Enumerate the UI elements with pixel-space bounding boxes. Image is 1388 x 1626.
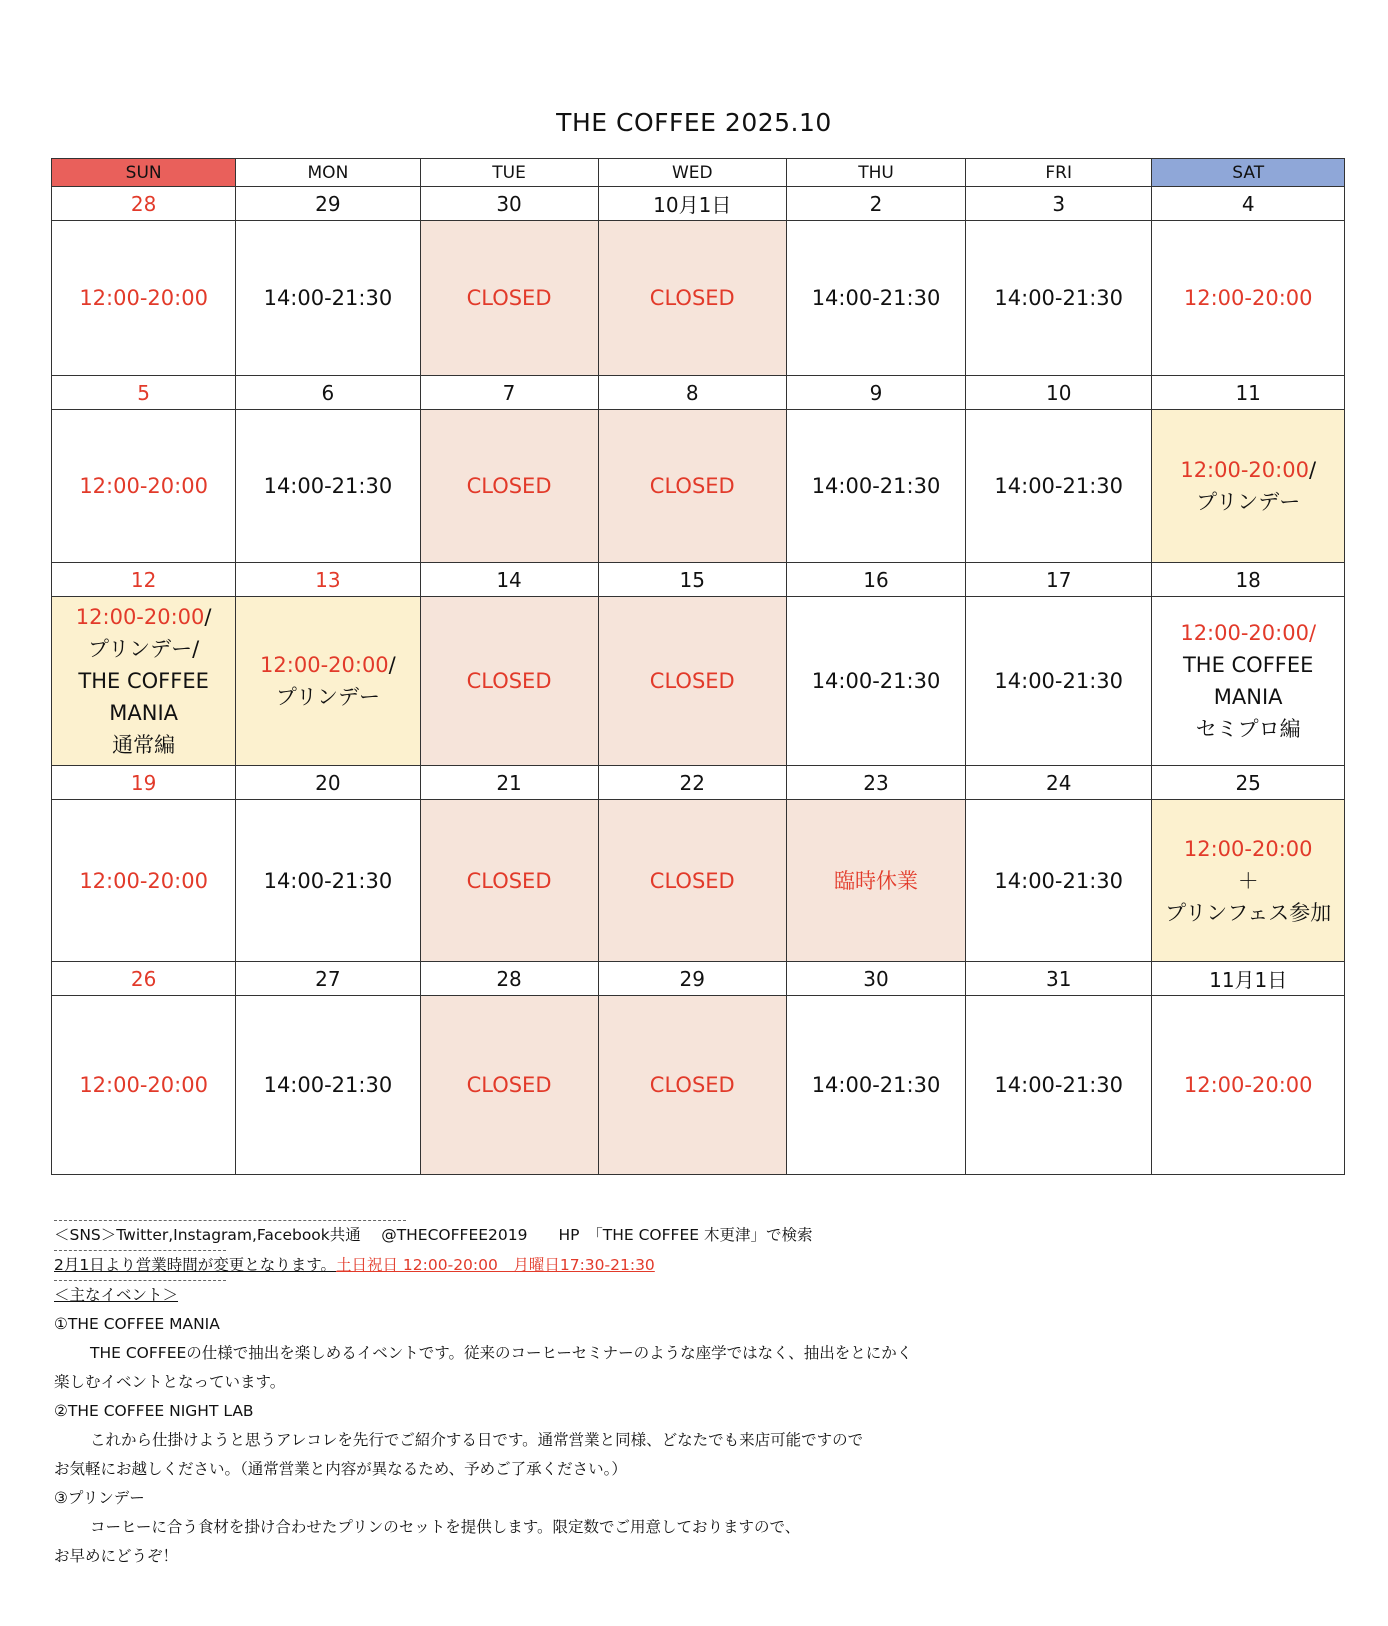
schedule-text: 14:00-21:30 [994,868,1124,893]
schedule-line [787,665,965,697]
schedule-line [787,865,965,897]
schedule-text: CLOSED [649,868,735,893]
schedule-row [52,410,1345,563]
schedule-text: CLOSED [466,868,552,893]
schedule-cell [1152,221,1345,376]
schedule-text: CLOSED [466,1073,552,1097]
date-cell: 11月1日 [1152,962,1345,996]
date-cell: 25 [1152,766,1345,800]
schedule-cell [966,996,1152,1175]
date-cell: 15 [598,563,786,597]
schedule-text: 12:00-20:00 [260,653,389,677]
schedule-cell [966,410,1152,563]
schedule-line [1152,649,1344,681]
event3-description: コーヒーに合う食材を掛け合わせたプリンのセットを提供します。限定数でご用意しておりますので、 [90,1518,801,1536]
date-row [52,962,1345,996]
weekday-wed: WED [598,159,786,187]
schedule-line [421,1069,598,1101]
schedule-text: 通常編 [112,733,176,757]
event2-description: これから仕掛けようと思うアレコレを先行でご紹介する日です。通常営業と同様、どなたでも来店可能ですので [90,1431,864,1449]
date-cell: 7 [420,376,598,410]
date-cell: 19 [52,766,236,800]
date-cell: 23 [786,766,965,800]
schedule-line [52,470,235,502]
schedule-line [1152,282,1344,314]
schedule-text: 臨時休業 [834,868,918,893]
schedule-line [599,282,786,314]
weekday-sat: SAT [1152,159,1345,187]
schedule-row [52,597,1345,766]
schedule-text: 12:00-20:00 [79,1073,208,1097]
date-cell: 21 [420,766,598,800]
schedule-text: 14:00-21:30 [263,474,393,498]
schedule-text: 12:00-20:00 [79,286,208,310]
date-cell: 31 [966,962,1152,996]
schedule-cell [52,996,236,1175]
closed-day-cell [420,597,598,766]
schedule-line [52,1069,235,1101]
event1-description: THE COFFEEの仕様で抽出を楽しめるイベントです。従来のコーヒーセミナーのような座学ではなく、抽出をとにかく [90,1344,913,1362]
schedule-cell [236,800,420,962]
date-cell: 29 [236,187,420,221]
date-row [52,187,1345,221]
schedule-text: THE COFFEE [1182,653,1314,677]
schedule-text: / [204,605,212,629]
event1-title: ①THE COFFEE MANIA [54,1315,220,1333]
schedule-line [52,601,235,633]
schedule-cell [236,410,420,563]
date-cell: 2 [786,187,965,221]
schedule-text: 14:00-21:30 [263,868,393,893]
date-cell: 20 [236,766,420,800]
schedule-row [52,800,1345,962]
schedule-line [52,282,235,314]
event2-description-cont: お気軽にお越しください。（通常営業と内容が異なるため、予めご了承ください。） [54,1460,627,1478]
schedule-line [52,697,235,729]
schedule-line [1152,1069,1344,1101]
schedule-line [421,282,598,314]
schedule-cell [966,597,1152,766]
schedule-text: CLOSED [466,669,552,693]
closed-day-cell [598,410,786,563]
schedule-line [236,649,419,681]
date-row [52,376,1345,410]
date-cell: 12 [52,563,236,597]
date-cell: 27 [236,962,420,996]
closed-day-cell [420,410,598,563]
schedule-text: 12:00-20:00 [75,605,205,629]
event-day-cell [1152,410,1345,563]
schedule-line [1152,617,1344,649]
schedule-text: CLOSED [649,474,735,498]
schedule-text: 14:00-21:30 [811,286,941,310]
schedule-line [966,282,1151,314]
schedule-line [236,865,419,897]
schedule-cell [52,800,236,962]
schedule-text: CLOSED [466,474,552,498]
schedule-line [236,1069,419,1101]
schedule-line [236,470,419,502]
date-cell: 28 [52,187,236,221]
closed-day-cell [598,996,786,1175]
date-cell: 30 [786,962,965,996]
closed-day-cell [598,800,786,962]
schedule-text: / [388,653,396,677]
schedule-line [1152,681,1344,713]
schedule-text: 14:00-21:30 [994,1073,1124,1097]
schedule-text: 14:00-21:30 [994,286,1124,310]
events-heading: ＜主なイベント＞ [54,1286,179,1304]
schedule-text: 12:00-20:00 [1183,286,1313,310]
calendar-table [51,158,1345,1175]
closed-day-cell [420,221,598,376]
notes-section [54,1220,1354,1571]
event-day-cell [236,597,420,766]
schedule-text: 12:00-20:00 [1183,836,1313,861]
schedule-text: 14:00-21:30 [994,669,1124,693]
date-cell: 9 [786,376,965,410]
date-cell: 4 [1152,187,1345,221]
event-day-cell [1152,800,1345,962]
event-day-cell [52,597,236,766]
page-title: THE COFFEE 2025.10 [556,108,832,137]
schedule-line [599,665,786,697]
date-cell: 18 [1152,563,1345,597]
schedule-row [52,221,1345,376]
schedule-line [52,633,235,665]
schedule-line [1152,833,1344,865]
schedule-line [421,470,598,502]
schedule-cell [966,221,1152,376]
schedule-text: CLOSED [649,286,735,310]
schedule-line [421,865,598,897]
schedule-text: CLOSED [649,669,735,693]
sns-info: ＜SNS＞Twitter,Instagram,Facebook共通 @THECOFFEE2019 HP 「THE COFFEE 木更津」で検索 [54,1226,813,1244]
schedule-text: プリンフェス参加 [1165,900,1332,925]
schedule-text: プリンデー [275,685,380,709]
date-cell: 3 [966,187,1152,221]
schedule-text: / [1308,458,1317,482]
closed-day-cell [420,996,598,1175]
date-row [52,563,1345,597]
schedule-line [599,865,786,897]
schedule-text: セミプロ編 [1195,717,1301,741]
schedule-text: THE COFFEE [78,669,209,693]
weekday-sun: SUN [52,159,236,187]
closed-day-cell [786,800,965,962]
schedule-line [421,665,598,697]
schedule-cell [966,800,1152,962]
schedule-text: ＋ [1237,868,1259,893]
schedule-line [599,1069,786,1101]
schedule-line [236,282,419,314]
closed-day-cell [598,597,786,766]
schedule-text: MANIA [109,701,179,725]
schedule-line [966,665,1151,697]
date-row [52,766,1345,800]
schedule-line [52,729,235,761]
schedule-cell [52,410,236,563]
weekday-thu: THU [786,159,965,187]
schedule-text: CLOSED [649,1073,735,1097]
schedule-line [1152,486,1344,518]
weekday-tue: TUE [420,159,598,187]
schedule-line [1152,897,1344,929]
schedule-text: 12:00-20:00 [1183,1073,1313,1097]
date-cell: 5 [52,376,236,410]
schedule-line [599,470,786,502]
schedule-text: プリンデー [1196,490,1301,514]
date-cell: 26 [52,962,236,996]
weekday-mon: MON [236,159,420,187]
schedule-cell [786,996,965,1175]
date-cell: 16 [786,563,965,597]
schedule-line [1152,865,1344,897]
schedule-line [236,681,419,713]
schedule-line [1152,713,1344,745]
schedule-text: 14:00-21:30 [811,1073,941,1097]
schedule-text: 12:00-20:00 [79,868,208,893]
schedule-cell [52,221,236,376]
schedule-text: 14:00-21:30 [994,474,1124,498]
weekday-fri: FRI [966,159,1152,187]
schedule-cell [786,597,965,766]
schedule-text: 12:00-20:00/ [1180,621,1317,645]
event3-title: ③プリンデー [54,1489,145,1507]
schedule-text: CLOSED [466,286,552,310]
schedule-line [787,470,965,502]
date-cell: 8 [598,376,786,410]
schedule-text: 14:00-21:30 [811,669,941,693]
date-cell: 28 [420,962,598,996]
hours-change-detail: 土日祝日 12:00-20:00 月曜日17:30-21:30 [336,1256,655,1274]
schedule-text: MANIA [1213,685,1283,709]
schedule-text: 12:00-20:00 [79,474,208,498]
schedule-cell [236,996,420,1175]
schedule-text: 14:00-21:30 [263,286,393,310]
schedule-text: 12:00-20:00 [1180,458,1309,482]
schedule-line [1152,454,1344,486]
hours-change-notice [54,1251,1354,1280]
event1-description-cont: 楽しむイベントとなっています。 [54,1373,286,1391]
schedule-line [52,865,235,897]
hours-change-text: 2月1日より営業時間が変更となります。 [54,1256,336,1274]
date-cell: 10 [966,376,1152,410]
schedule-cell [1152,597,1345,766]
schedule-cell [1152,996,1345,1175]
event2-title: ②THE COFFEE NIGHT LAB [54,1402,254,1420]
date-cell: 13 [236,563,420,597]
date-cell: 22 [598,766,786,800]
schedule-line [787,1069,965,1101]
schedule-line [966,470,1151,502]
schedule-cell [236,221,420,376]
closed-day-cell [420,800,598,962]
weekday-header-row [52,159,1345,187]
schedule-text: 14:00-21:30 [811,474,941,498]
date-cell: 30 [420,187,598,221]
event3-description-cont: お早めにどうぞ！ [54,1547,179,1565]
date-cell: 6 [236,376,420,410]
date-cell: 29 [598,962,786,996]
schedule-line [787,282,965,314]
schedule-line [966,865,1151,897]
schedule-line [966,1069,1151,1101]
date-cell: 11 [1152,376,1345,410]
schedule-cell [786,221,965,376]
date-cell: 17 [966,563,1152,597]
schedule-line [52,665,235,697]
schedule-text: プリンデー/ [88,637,200,661]
date-cell: 24 [966,766,1152,800]
schedule-text: 14:00-21:30 [263,1073,393,1097]
schedule-row [52,996,1345,1175]
date-cell: 10月1日 [598,187,786,221]
schedule-cell [786,410,965,563]
date-cell: 14 [420,563,598,597]
closed-day-cell [598,221,786,376]
